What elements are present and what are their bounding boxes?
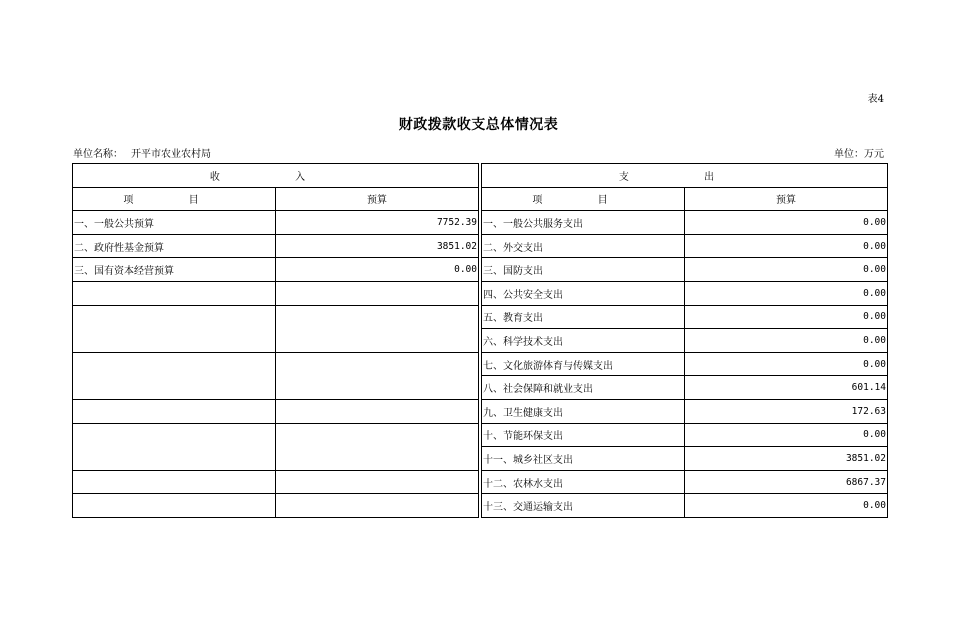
income-empty-cell: [276, 352, 479, 376]
income-empty-cell: [73, 423, 276, 447]
expense-budget: 0.00: [685, 258, 888, 282]
expense-budget: 3851.02: [685, 447, 888, 471]
income-empty-cell: [276, 281, 479, 305]
income-empty-cell: [276, 305, 479, 329]
expense-item: 十二、农林水支出: [482, 470, 685, 494]
income-empty-cell: [73, 329, 276, 353]
expense-item: 三、国防支出: [482, 258, 685, 282]
expense-item: 十三、交通运输支出: [482, 494, 685, 518]
income-empty-cell: [276, 447, 479, 471]
money-unit: 单位：万元: [834, 149, 884, 160]
income-empty-cell: [73, 399, 276, 423]
table-row: [73, 470, 888, 494]
table-row: [73, 376, 888, 400]
income-section-header: 收 入: [73, 164, 479, 188]
income-empty-cell: [73, 470, 276, 494]
table-number: 表4: [867, 94, 884, 105]
expense-item: 四、公共安全支出: [482, 281, 685, 305]
expense-budget: 0.00: [685, 281, 888, 305]
table-row: [73, 258, 888, 282]
expense-item: 七、文化旅游体育与传媒支出: [482, 352, 685, 376]
income-empty-cell: [73, 305, 276, 329]
income-budget: 3851.02: [276, 234, 479, 258]
table-row: [73, 494, 888, 518]
expense-item: 六、科学技术支出: [482, 329, 685, 353]
income-budget: 7752.39: [276, 211, 479, 235]
section-header-row: [73, 164, 888, 188]
expense-item: 五、教育支出: [482, 305, 685, 329]
expense-item: 十一、城乡社区支出: [482, 447, 685, 471]
budget-table: [72, 163, 888, 518]
income-empty-cell: [73, 352, 276, 376]
table-row: [73, 305, 888, 329]
table-row: [73, 211, 888, 235]
income-empty-cell: [276, 376, 479, 400]
expense-budget: 601.14: [685, 376, 888, 400]
income-empty-cell: [276, 399, 479, 423]
page-title: 财政拨款收支总体情况表: [398, 117, 559, 133]
expense-budget: 0.00: [685, 329, 888, 353]
table-row: [73, 423, 888, 447]
income-empty-cell: [73, 447, 276, 471]
expense-budget: 0.00: [685, 423, 888, 447]
expense-item: 八、社会保障和就业支出: [482, 376, 685, 400]
expense-item: 九、卫生健康支出: [482, 399, 685, 423]
expense-budget: 0.00: [685, 234, 888, 258]
expense-budget: 6867.37: [685, 470, 888, 494]
table-row: [73, 399, 888, 423]
income-empty-cell: [73, 494, 276, 518]
expense-item: 一、一般公共服务支出: [482, 211, 685, 235]
unit-name-line: [73, 145, 211, 160]
income-empty-cell: [276, 329, 479, 353]
table-row: [73, 281, 888, 305]
unit-name-value: 开平市农业农村局: [131, 149, 211, 160]
income-item: 二、政府性基金预算: [73, 234, 276, 258]
income-empty-cell: [276, 423, 479, 447]
expense-col-budget: 预算: [685, 187, 888, 211]
income-empty-cell: [73, 281, 276, 305]
expense-budget: 0.00: [685, 494, 888, 518]
income-budget: 0.00: [276, 258, 479, 282]
expense-item: 十、节能环保支出: [482, 423, 685, 447]
table-row: [73, 447, 888, 471]
expense-budget: 0.00: [685, 352, 888, 376]
income-empty-cell: [276, 470, 479, 494]
expense-item: 二、外交支出: [482, 234, 685, 258]
expense-budget: 172.63: [685, 399, 888, 423]
income-item: 一、一般公共预算: [73, 211, 276, 235]
income-item: 三、国有资本经营预算: [73, 258, 276, 282]
expense-section-header: 支 出: [482, 164, 888, 188]
income-col-budget: 预算: [276, 187, 479, 211]
table-row: [73, 234, 888, 258]
column-header-row: [73, 187, 888, 211]
expense-budget: 0.00: [685, 305, 888, 329]
income-col-item: 项 目: [73, 187, 276, 211]
table-row: [73, 352, 888, 376]
table-row: [73, 329, 888, 353]
expense-budget: 0.00: [685, 211, 888, 235]
income-empty-cell: [73, 376, 276, 400]
expense-col-item: 项 目: [482, 187, 685, 211]
unit-name-label: 单位名称：: [73, 149, 123, 160]
income-empty-cell: [276, 494, 479, 518]
